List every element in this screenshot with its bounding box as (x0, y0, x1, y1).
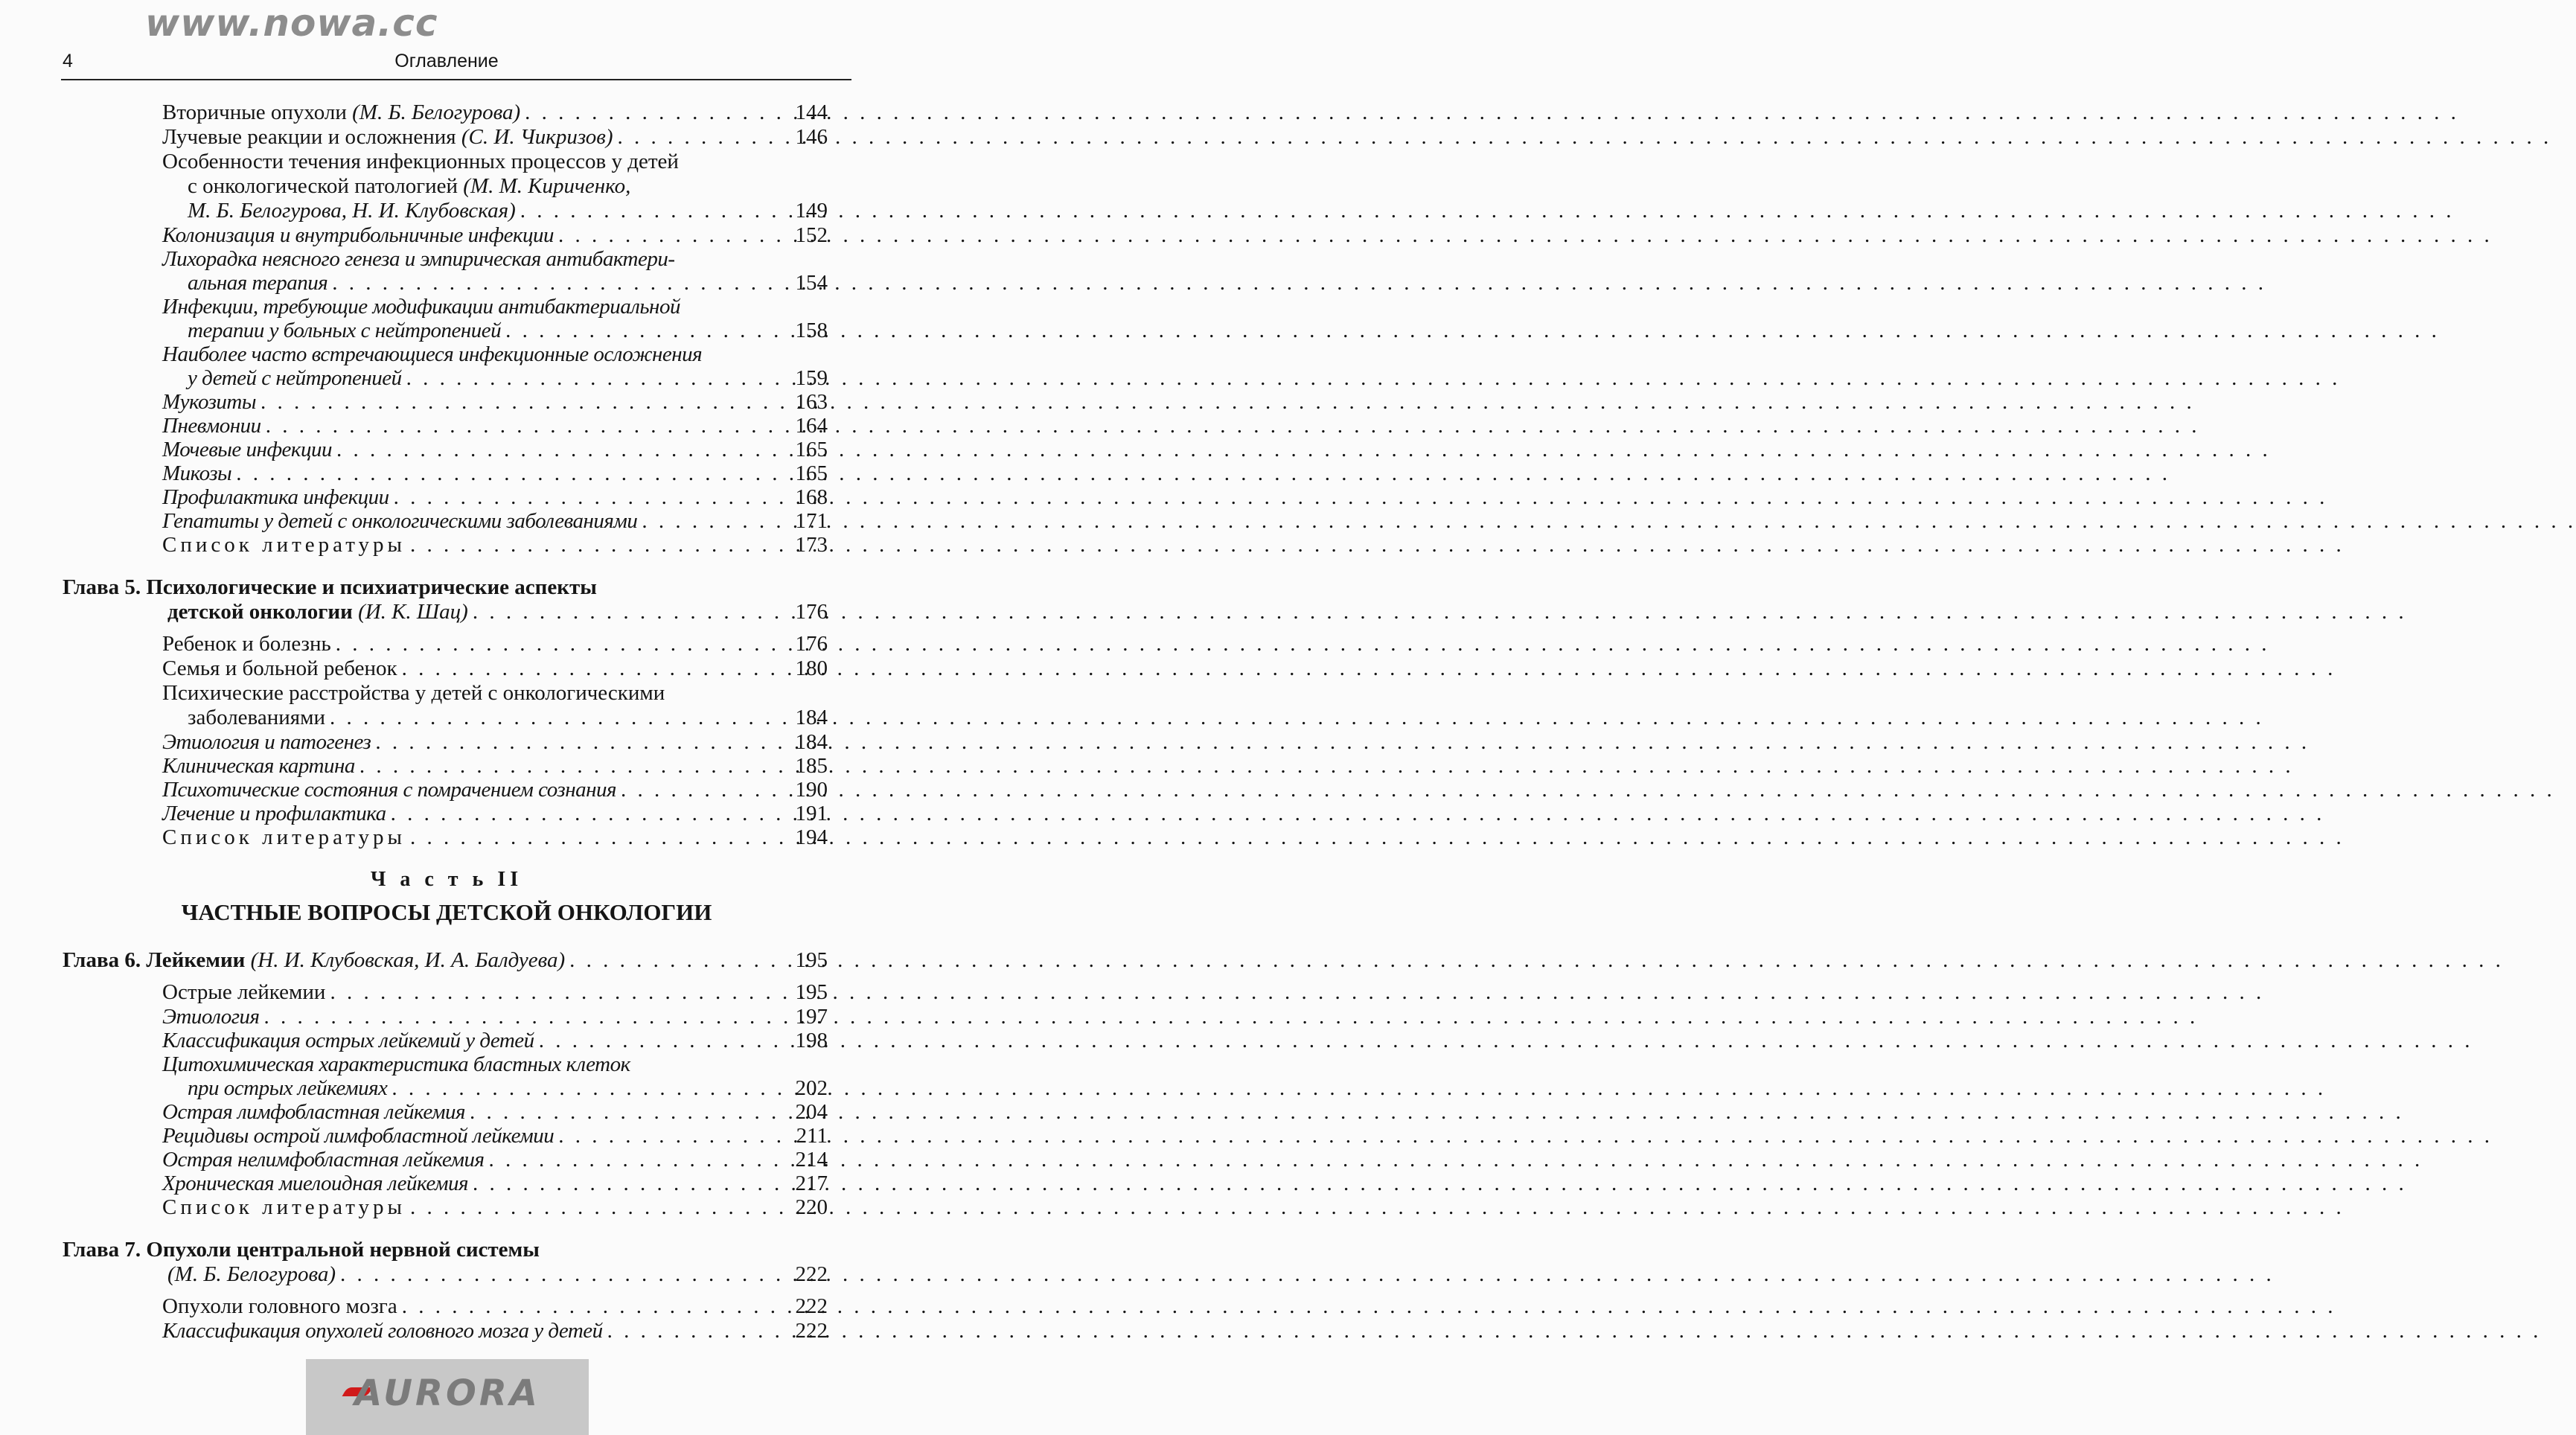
toc-title: Психотические состояния с помрачением сознания (162, 778, 616, 802)
toc-title: Острая лимфобластная лейкемия (162, 1100, 465, 1124)
toc-leader-dots (389, 485, 791, 509)
toc-line-text (63, 1238, 540, 1262)
toc-leader-dots (616, 778, 791, 802)
toc-leader-dots (565, 948, 790, 973)
toc-entry[interactable] (0, 730, 893, 754)
toc-line (0, 271, 828, 295)
toc-authors: (Н. И. Клубовская, И. А. Балдуева) (250, 948, 566, 972)
toc-line (0, 414, 828, 438)
toc-line-text (162, 1172, 468, 1195)
toc-line (0, 1029, 828, 1052)
toc-title: Острая нелимфобластная лейкемия (162, 1148, 485, 1172)
toc-entry[interactable] (0, 1319, 893, 1343)
toc-entry[interactable] (0, 295, 893, 342)
toc-page-number: 194 (795, 825, 828, 849)
toc-leader-dots (256, 390, 790, 414)
toc-entry[interactable] (0, 485, 893, 509)
toc-line-text (162, 1319, 603, 1343)
toc-page-number: 191 (795, 802, 828, 825)
toc-line (0, 600, 828, 624)
toc-title: Пневмонии (162, 414, 261, 438)
toc-entry[interactable] (0, 656, 893, 681)
toc-title: Психические расстройства у детей с онкологическими (162, 681, 665, 705)
toc-leader-dots (261, 414, 791, 438)
toc-entry[interactable] (0, 150, 893, 223)
toc-title: Классификация острых лейкемий у детей (162, 1029, 534, 1052)
toc-entry[interactable] (0, 509, 893, 533)
toc-page-number: 220 (795, 1195, 828, 1219)
toc-page-number: 214 (795, 1148, 828, 1172)
toc-page-number: 152 (795, 223, 828, 247)
toc-page-number: 165 (795, 438, 828, 461)
toc-page-number: 163 (795, 390, 828, 414)
toc-line (0, 485, 828, 509)
toc-line (0, 390, 828, 414)
toc-line-text (188, 366, 402, 390)
toc-page-number: 180 (795, 656, 828, 680)
toc-line-text (162, 1100, 465, 1124)
toc-line (0, 1100, 828, 1124)
toc-line (0, 366, 828, 390)
toc-line-text (188, 271, 327, 295)
toc-line-text (162, 438, 332, 461)
part-heading (0, 865, 893, 930)
toc-line (0, 174, 828, 199)
toc-line-text (162, 1005, 260, 1029)
toc-line-text (63, 948, 565, 973)
toc-leader-dots (554, 1124, 791, 1148)
toc-line (0, 632, 828, 656)
toc-line (0, 295, 828, 319)
toc-title: Семья и больной ребенок (162, 656, 397, 680)
toc-page-number: 217 (795, 1172, 828, 1195)
header-rule (61, 79, 851, 80)
page-number: 4 (63, 51, 73, 71)
toc-line-text (162, 1029, 534, 1052)
toc-line-text (162, 150, 679, 174)
toc-page-number: 165 (795, 461, 828, 485)
toc-line-text (162, 414, 261, 438)
toc-entry[interactable] (0, 390, 893, 414)
toc-page-number: 185 (795, 754, 828, 778)
toc-title: у детей с нейтропенией (188, 366, 402, 390)
toc-leader-dots (327, 271, 790, 295)
toc-line (0, 656, 828, 681)
toc-authors: М. Б. Белогурова, Н. И. Клубовская) (188, 199, 516, 223)
toc-line (0, 1238, 828, 1262)
toc-line-text (162, 1052, 630, 1076)
toc-title: Список литературы (162, 825, 406, 849)
toc-page-number: 159 (795, 366, 828, 390)
toc-page-number: 202 (795, 1076, 828, 1100)
toc-leader-dots (468, 600, 791, 624)
toc-line-text (162, 100, 520, 125)
toc-entry[interactable] (0, 802, 893, 825)
toc-page-number: 144 (795, 100, 828, 124)
toc-line-text (167, 1262, 336, 1287)
toc-page-number: 184 (795, 730, 828, 754)
toc-title: Профилактика инфекции (162, 485, 389, 509)
toc-entry[interactable] (0, 1100, 893, 1124)
toc-page-number: 149 (795, 199, 828, 223)
toc-title: Этиология (162, 1005, 260, 1029)
toc-line (0, 247, 828, 271)
toc-title: Мукозиты (162, 390, 257, 414)
toc-page-number: 171 (795, 509, 828, 533)
toc-line (0, 1076, 828, 1100)
toc-title: Гепатиты у детей с онкологическими заболеваниями (162, 509, 638, 533)
toc-title: заболеваниями (188, 706, 325, 729)
toc-line-text (162, 1294, 397, 1319)
table-of-contents (0, 100, 893, 1343)
toc-line (0, 778, 828, 802)
toc-title: Ребенок и болезнь (162, 632, 331, 656)
toc-line (0, 1319, 828, 1343)
toc-title: Глава 5. Психологические и психиатрические аспекты (63, 575, 597, 599)
toc-line-text (188, 706, 325, 730)
logo-band (306, 1359, 589, 1435)
toc-title: Микозы (162, 461, 232, 485)
toc-title: при острых лейкемиях (188, 1076, 388, 1100)
toc-line-text (162, 509, 637, 533)
toc-title: Клиническая картина (162, 754, 355, 778)
toc-leader-dots (554, 223, 790, 247)
toc-leader-dots (397, 1294, 791, 1319)
toc-entry[interactable] (0, 1029, 893, 1052)
toc-line (0, 461, 828, 485)
toc-line-text (162, 681, 665, 706)
toc-line-text (162, 247, 675, 271)
toc-page-number: 173 (795, 533, 828, 557)
toc-leader-dots (397, 656, 791, 681)
toc-line-text (162, 980, 325, 1005)
toc-line-text (162, 656, 397, 681)
toc-title: Инфекции, требующие модификации антибактериальной (162, 295, 680, 319)
toc-entry[interactable] (0, 681, 893, 730)
toc-title: Список литературы (162, 533, 406, 557)
toc-leader-dots (485, 1148, 791, 1172)
toc-line-text (162, 825, 406, 850)
toc-line (0, 223, 828, 247)
toc-leader-dots (465, 1100, 791, 1124)
toc-title: Вторичные опухоли (162, 100, 347, 124)
toc-title: Колонизация и внутрибольничные инфекции (162, 223, 554, 247)
toc-leader-dots (603, 1319, 791, 1343)
toc-line (0, 100, 828, 125)
toc-entry[interactable] (0, 1124, 893, 1148)
toc-chapter-entry[interactable] (0, 948, 893, 973)
toc-line (0, 1262, 828, 1287)
toc-entry[interactable] (0, 778, 893, 802)
toc-leader-dots (336, 1262, 790, 1287)
toc-entry[interactable] (0, 1172, 893, 1195)
toc-line-text (162, 632, 331, 656)
toc-authors: (М. Б. Белогурова) (352, 100, 521, 124)
toc-line (0, 125, 828, 150)
toc-line-text (162, 1195, 406, 1220)
toc-entry[interactable] (0, 125, 893, 150)
toc-leader-dots (387, 1076, 790, 1100)
toc-page-number: 204 (795, 1100, 828, 1124)
toc-leader-dots (637, 509, 790, 533)
toc-page-number: 195 (795, 980, 828, 1004)
toc-line (0, 150, 828, 174)
toc-line-text (162, 1124, 554, 1148)
toc-page-number: 168 (795, 485, 828, 509)
toc-title: Этиология и патогенез (162, 730, 371, 754)
toc-line (0, 1294, 828, 1319)
toc-entry[interactable] (0, 632, 893, 656)
toc-title: Список литературы (162, 1195, 406, 1219)
toc-line-text (162, 461, 231, 485)
toc-leader-dots (371, 730, 790, 754)
toc-line (0, 1052, 828, 1076)
toc-entry[interactable] (0, 414, 893, 438)
toc-entry[interactable] (0, 223, 893, 247)
toc-title: Лихорадка неясного генеза и эмпирическая антибактери- (162, 247, 675, 271)
toc-line (0, 509, 828, 533)
toc-line-text (162, 295, 680, 319)
toc-line-text (162, 802, 386, 825)
toc-page-number: 222 (795, 1319, 828, 1343)
toc-leader-dots (325, 980, 790, 1005)
toc-title: Особенности течения инфекционных процессов у детей (162, 150, 679, 173)
toc-leader-dots (613, 125, 791, 150)
toc-line (0, 706, 828, 730)
toc-line (0, 1172, 828, 1195)
toc-entry[interactable] (0, 461, 893, 485)
toc-line (0, 754, 828, 778)
toc-entry[interactable] (0, 754, 893, 778)
toc-leader-dots (386, 802, 791, 825)
toc-line-text (162, 390, 256, 414)
toc-line (0, 1124, 828, 1148)
toc-leader-dots (468, 1172, 790, 1195)
toc-title: Опухоли головного мозга (162, 1294, 397, 1318)
toc-line (0, 199, 828, 223)
toc-leader-dots (331, 632, 791, 656)
watermark: www.nowa.cc (145, 1, 438, 45)
toc-line-text (162, 342, 702, 366)
toc-title: детской онкологии (167, 600, 353, 624)
toc-title: Лучевые реакции и осложнения (162, 125, 456, 149)
toc-title: Глава 7. Опухоли центральной нервной системы (63, 1238, 540, 1262)
toc-line-text (162, 754, 355, 778)
toc-entry[interactable] (0, 980, 893, 1005)
toc-leader-dots (325, 706, 791, 730)
toc-leader-dots (332, 438, 791, 461)
toc-line (0, 948, 828, 973)
toc-leader-dots (501, 319, 790, 342)
toc-page-number: 222 (795, 1294, 828, 1318)
toc-entry[interactable] (0, 1148, 893, 1172)
toc-line-text (63, 575, 597, 600)
toc-entry[interactable] (0, 247, 893, 295)
toc-entry[interactable] (0, 1294, 893, 1319)
toc-page-number: 222 (795, 1262, 828, 1286)
toc-authors: (М. Б. Белогурова) (167, 1262, 336, 1286)
toc-line-text (162, 1148, 485, 1172)
toc-title: Лечение и профилактика (162, 802, 386, 825)
toc-page-number: 146 (795, 125, 828, 149)
toc-line-text (162, 730, 371, 754)
toc-authors: (М. М. Кириченко, (463, 174, 631, 198)
toc-line-text (188, 199, 516, 223)
toc-entry[interactable] (0, 342, 893, 390)
toc-entry[interactable] (0, 1052, 893, 1100)
toc-title: Острые лейкемии (162, 980, 326, 1004)
toc-title: альная терапия (188, 271, 328, 295)
toc-page-number: 184 (795, 706, 828, 729)
toc-title: с онкологической патологией (188, 174, 458, 198)
toc-line (0, 681, 828, 706)
toc-line-text (162, 125, 613, 150)
toc-leader-dots (231, 461, 790, 485)
toc-title: Цитохимическая характеристика бластных клеток (162, 1052, 630, 1076)
toc-leader-dots (406, 825, 790, 850)
toc-line (0, 342, 828, 366)
toc-line-text (162, 533, 406, 557)
toc-entry[interactable] (0, 1195, 893, 1220)
toc-line-text (162, 223, 554, 247)
toc-entry[interactable] (0, 1005, 893, 1029)
toc-leader-dots (355, 754, 791, 778)
logo: AURORA (354, 1372, 540, 1414)
toc-leader-dots (534, 1029, 791, 1052)
toc-line (0, 438, 828, 461)
toc-title: Классификация опухолей головного мозга у детей (162, 1319, 603, 1343)
toc-leader-dots (260, 1005, 791, 1029)
toc-line (0, 319, 828, 342)
toc-page-number: 164 (795, 414, 828, 438)
toc-page-number: 176 (795, 600, 828, 624)
toc-chapter-entry[interactable] (0, 575, 893, 624)
toc-leader-dots (406, 533, 790, 557)
toc-leader-dots (520, 100, 790, 125)
toc-line (0, 1005, 828, 1029)
toc-line (0, 1195, 828, 1220)
toc-entry[interactable] (0, 100, 893, 125)
toc-page-number: 154 (795, 271, 828, 295)
toc-leader-dots (406, 1195, 790, 1220)
toc-authors: (С. И. Чикризов) (461, 125, 613, 149)
toc-line-text (188, 319, 501, 342)
toc-page-number: 211 (796, 1124, 828, 1148)
toc-entry[interactable] (0, 825, 893, 850)
part-label: Ч а с т ь II (370, 868, 523, 891)
toc-page-number: 176 (795, 632, 828, 656)
toc-title: Мочевые инфекции (162, 438, 332, 461)
part-title: ЧАСТНЫЕ ВОПРОСЫ ДЕТСКОЙ ОНКОЛОГИИ (181, 899, 712, 925)
running-title: Оглавление (394, 51, 499, 71)
toc-authors: (И. К. Шац) (358, 600, 468, 624)
toc-page-number: 198 (795, 1029, 828, 1052)
toc-page-number: 195 (795, 948, 828, 972)
toc-entry[interactable] (0, 438, 893, 461)
toc-line (0, 802, 828, 825)
toc-line (0, 980, 828, 1005)
toc-page-number: 197 (795, 1005, 828, 1029)
toc-line (0, 730, 828, 754)
toc-line (0, 533, 828, 557)
toc-line (0, 825, 828, 850)
toc-title: терапии у больных с нейтропенией (188, 319, 502, 342)
toc-line-text (167, 600, 468, 624)
toc-page-number: 190 (795, 778, 828, 802)
toc-title: Глава 6. Лейкемии (63, 948, 246, 972)
toc-line-text (188, 174, 630, 199)
toc-page-number: 158 (795, 319, 828, 342)
toc-title: Рецидивы острой лимфобластной лейкемии (162, 1124, 554, 1148)
toc-line-text (162, 485, 389, 509)
toc-line-text (188, 1076, 387, 1100)
toc-leader-dots (516, 199, 791, 223)
toc-entry[interactable] (0, 533, 893, 557)
toc-title: Наиболее часто встречающиеся инфекционные осложнения (162, 342, 703, 366)
toc-title: Хроническая миелоидная лейкемия (162, 1172, 469, 1195)
toc-leader-dots (402, 366, 791, 390)
toc-chapter-entry[interactable] (0, 1238, 893, 1287)
toc-line (0, 575, 828, 600)
toc-line-text (162, 778, 616, 802)
toc-line (0, 1148, 828, 1172)
